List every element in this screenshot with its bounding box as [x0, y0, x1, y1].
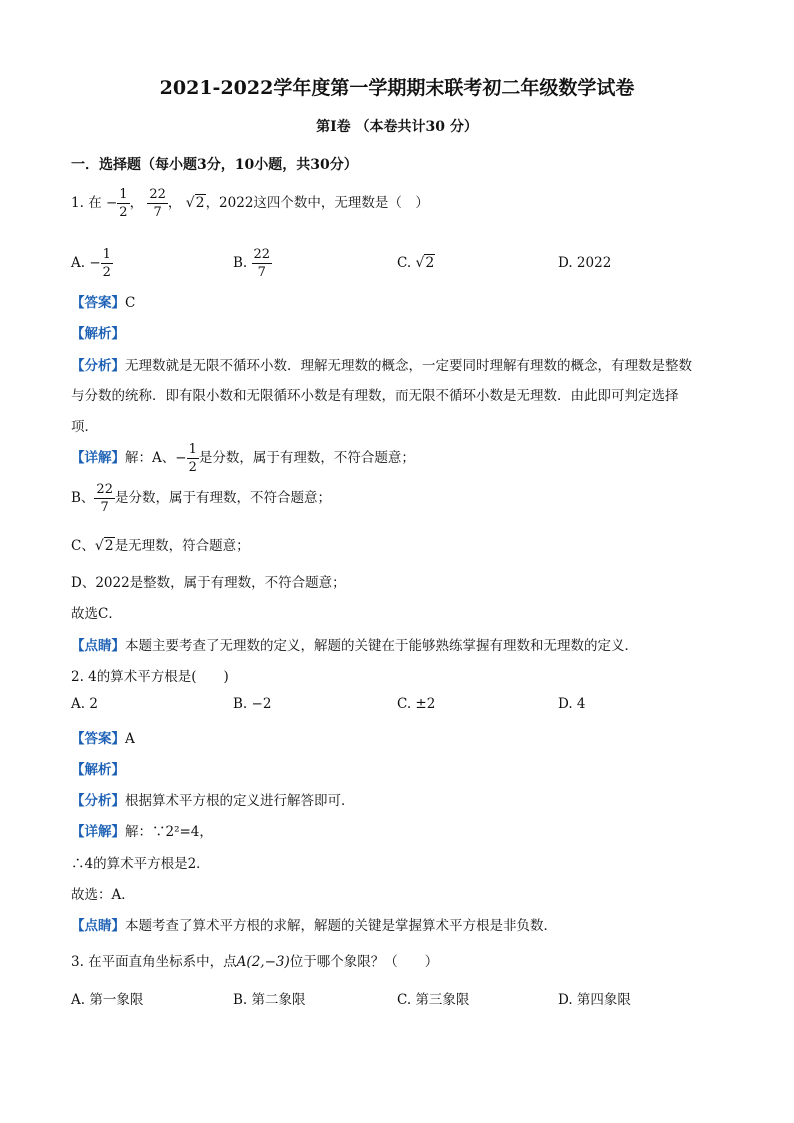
question-number: 1. — [71, 195, 84, 211]
denominator: 2 — [188, 460, 197, 475]
minus-sign: − — [105, 195, 118, 211]
radicand: 2 — [195, 195, 205, 211]
comment-tag: 【点睛】 — [71, 638, 125, 654]
q1-detail-b — [71, 483, 331, 514]
comment-text: 本题主要考查了无理数的定义，解题的关键在于能够熟练掌握有理数和无理数的定义． — [125, 638, 638, 654]
question-2-stem: 2. 4的算术平方根是( ) — [71, 669, 229, 685]
comment-tag: 【点睛】 — [71, 918, 125, 934]
q3-option-d: D. 第四象限 — [558, 992, 631, 1008]
option-label: A. — [71, 255, 86, 271]
q1-fenxi-line-1 — [71, 354, 692, 374]
q1-option-a — [71, 248, 113, 279]
fraction — [101, 248, 113, 279]
radicand: 2 — [425, 255, 435, 271]
radicand: 2 — [104, 538, 114, 554]
fenxi-text: 无理数就是无限不循环小数．理解无理数的概念，一定要同时理解有理数的概念，有理数是整数 — [125, 358, 692, 374]
q1-analysis-heading — [71, 322, 125, 342]
denominator: 7 — [100, 500, 109, 515]
fenxi-text: 根据算术平方根的定义进行解答即可． — [125, 793, 355, 809]
q3-option-a: A. 第一象限 — [71, 992, 144, 1008]
q2-option-c: C. ±2 — [397, 696, 436, 712]
q2-analysis-heading — [71, 758, 125, 778]
numerator: 22 — [96, 482, 113, 497]
q2-comment — [71, 914, 557, 934]
q2-detail-2: ∴4的算术平方根是2． — [71, 856, 210, 872]
q2-option-d: D. 4 — [558, 696, 586, 712]
detail-text: 解：A、 — [125, 450, 176, 466]
detail-text: 解：∵2²=4， — [125, 824, 213, 840]
q1-option-c — [397, 255, 435, 271]
page-title: 2021-2022学年度第一学期期末联考初二年级数学试卷 — [159, 77, 635, 99]
q2-option-b: B. −2 — [233, 696, 272, 712]
numerator: 1 — [119, 187, 128, 202]
stem-text: 3. 在平面直角坐标系中，点 — [71, 954, 237, 970]
denominator: 7 — [153, 205, 162, 220]
q3-option-c: C. 第三象限 — [397, 992, 470, 1008]
sqrt-two — [415, 255, 435, 271]
comment-text: 本题考查了算术平方根的求解，解题的关键是掌握算术平方根是非负数． — [125, 918, 557, 934]
denominator: 7 — [257, 265, 266, 280]
sqrt-two — [186, 195, 206, 211]
radical-icon: √ — [185, 195, 195, 211]
numerator: 22 — [149, 187, 166, 202]
detail-tag: 【详解】 — [71, 450, 125, 466]
detail-text: 是分数，属于有理数，不符合题意； — [198, 450, 415, 466]
q1-answer — [71, 291, 135, 311]
point-coordinate: A(2,−3) — [236, 954, 290, 970]
detail-tag: 【详解】 — [71, 824, 125, 840]
answer-tag: 【答案】 — [71, 731, 125, 747]
fraction — [187, 443, 199, 474]
detail-text: 是分数，属于有理数，不符合题意； — [114, 490, 331, 506]
answer-value: C — [125, 295, 136, 311]
option-label: B. — [233, 255, 248, 271]
fraction — [94, 483, 115, 514]
fenxi-tag: 【分析】 — [71, 358, 125, 374]
question-3-stem — [71, 950, 438, 970]
q2-conclusion: 故选：A． — [71, 887, 135, 903]
fraction — [252, 248, 273, 279]
q2-detail-1 — [71, 820, 213, 840]
q1-option-d: D. 2022 — [558, 255, 612, 271]
option-label: C. — [397, 255, 412, 271]
q1-fenxi-line-3: 项． — [71, 419, 98, 435]
radical-icon: √ — [415, 255, 425, 271]
minus-sign: − — [175, 450, 187, 466]
numerator: 1 — [102, 247, 111, 262]
numerator: 22 — [253, 247, 271, 262]
fraction-22-7 — [147, 188, 168, 219]
denominator: 2 — [102, 265, 111, 280]
q1-fenxi-line-2: 与分数的统称．即有限小数和无限循环小数是有理数，而无限不循环小数是无理数．由此即可判定选择 — [71, 388, 679, 404]
sqrt-two — [95, 538, 115, 554]
q3-option-b: B. 第二象限 — [233, 992, 306, 1008]
denominator: 2 — [119, 205, 128, 220]
q1-conclusion: 故选C． — [71, 606, 122, 622]
fraction-neg-one-half — [117, 188, 129, 219]
q1-option-b — [233, 248, 272, 279]
q2-fenxi — [71, 789, 355, 809]
stem-text: ，2022这四个数中，无理数是（ ） — [205, 195, 429, 211]
answer-value: A — [125, 731, 135, 747]
q1-detail-c — [71, 534, 250, 554]
detail-text: C、 — [71, 538, 95, 554]
minus-sign: − — [89, 255, 101, 271]
fenxi-tag: 【分析】 — [71, 793, 125, 809]
q2-option-a: A. 2 — [71, 696, 98, 712]
part-heading: 第Ⅰ卷 （本卷共计30 分） — [316, 119, 478, 135]
detail-text: B、 — [71, 490, 95, 506]
stem-text: 位于哪个象限？（ ） — [289, 954, 439, 970]
q1-detail-a — [71, 443, 415, 474]
section-heading: 一．选择题（每小题3分，10小题，共30分） — [71, 157, 358, 173]
q1-detail-d: D、2022是整数，属于有理数，不符合题意； — [71, 575, 346, 591]
q1-comment — [71, 634, 638, 654]
answer-tag: 【答案】 — [71, 295, 125, 311]
q2-answer — [71, 727, 135, 747]
analysis-tag: 【解析】 — [71, 762, 125, 778]
analysis-tag: 【解析】 — [71, 326, 125, 342]
numerator: 1 — [188, 442, 197, 457]
question-1-stem — [71, 188, 429, 219]
radical-icon: √ — [94, 538, 104, 554]
stem-text: 在 — [88, 195, 102, 211]
detail-text: 是无理数，符合题意； — [114, 538, 250, 554]
separator: ， — [129, 195, 144, 211]
separator: ， — [167, 195, 182, 211]
